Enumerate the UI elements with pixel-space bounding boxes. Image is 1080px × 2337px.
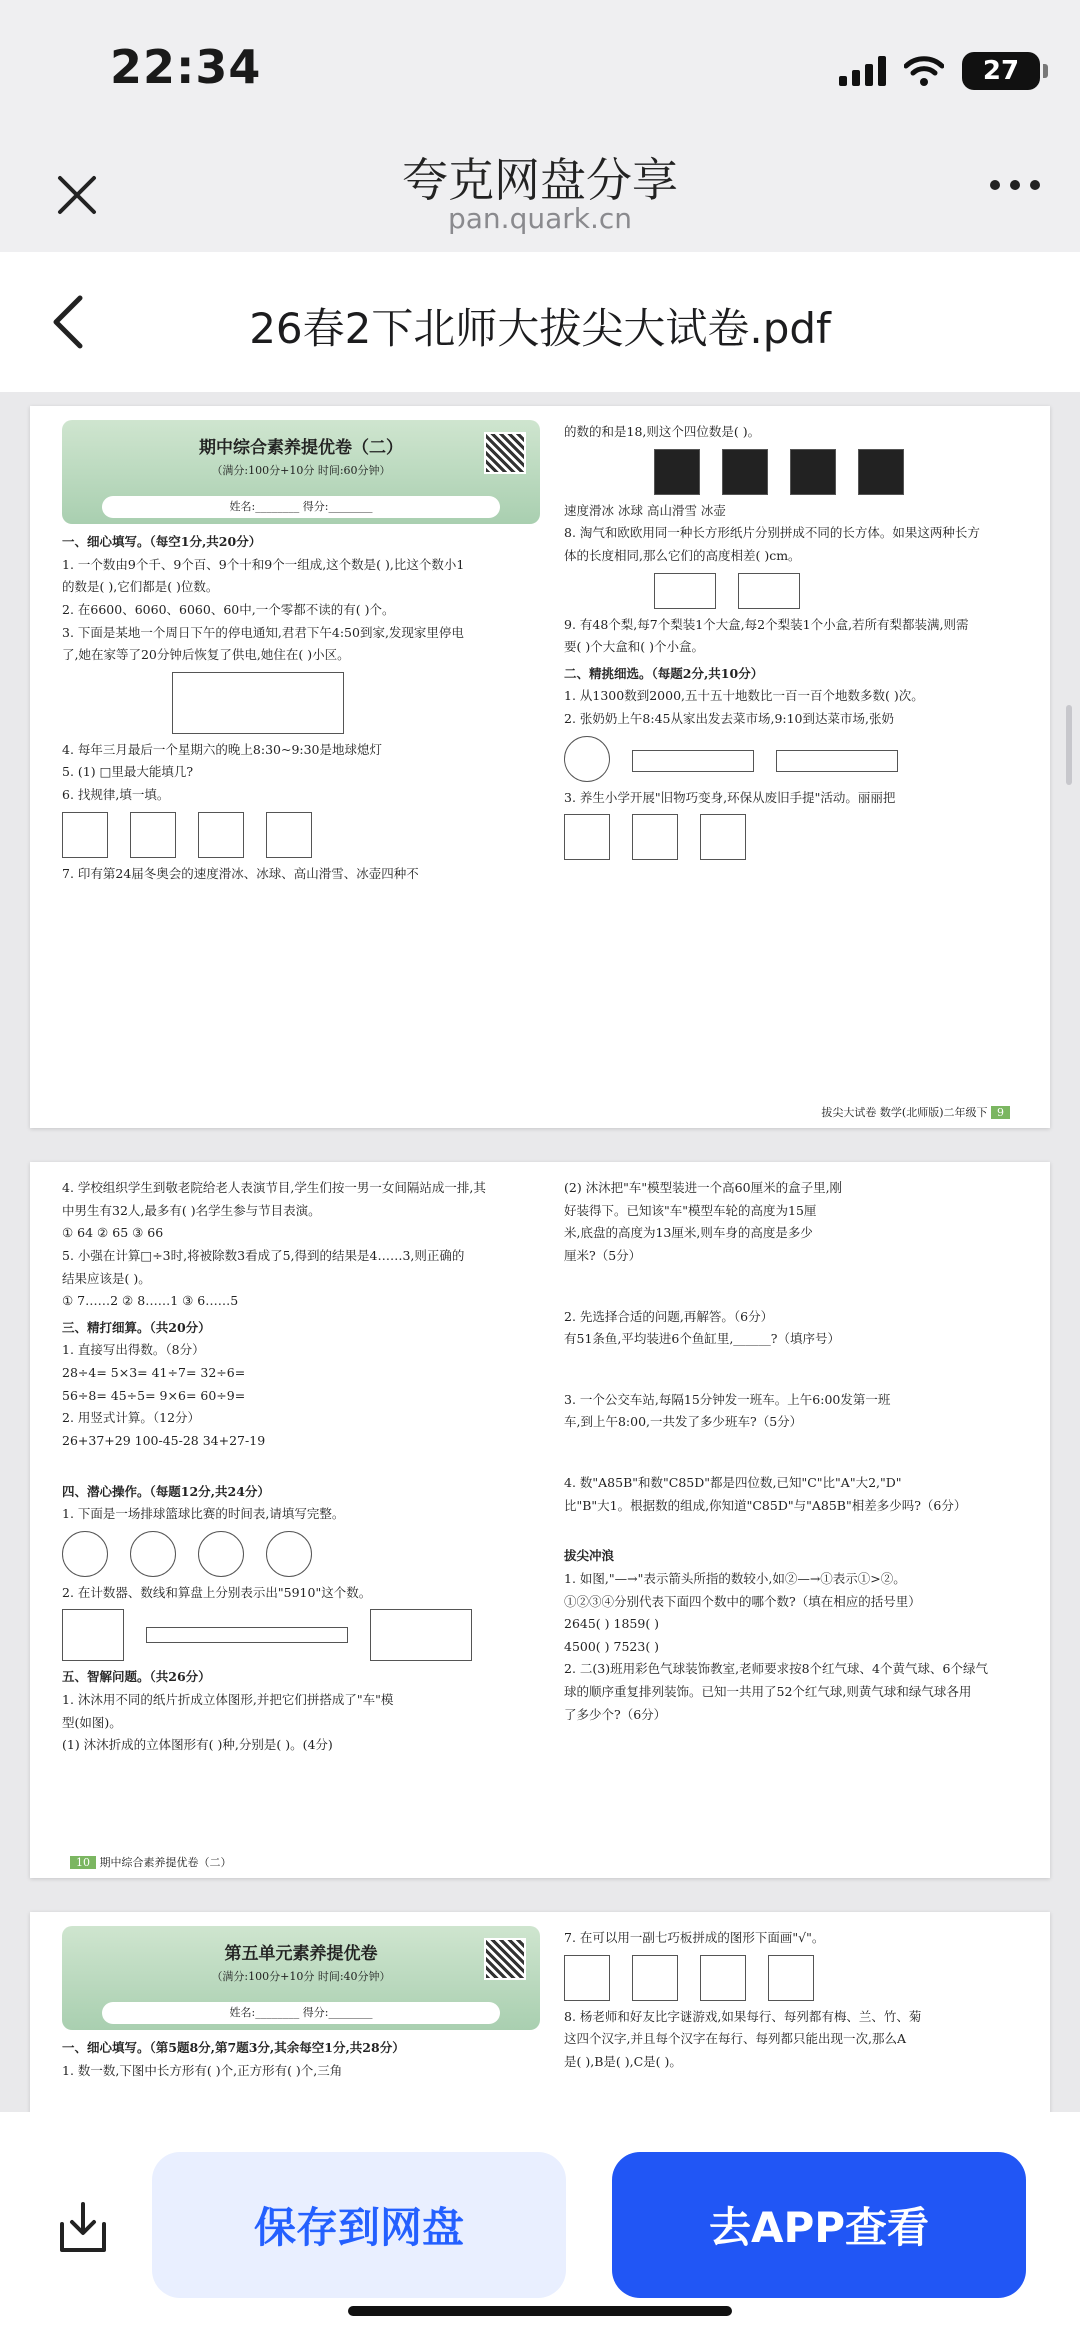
exam-title: 期中综合素养提优卷（二） bbox=[199, 438, 403, 458]
page-left-column bbox=[62, 1926, 540, 2083]
question-line: (1) 沐沐折成的立体图形有( )种,分别是( )。(4分) bbox=[62, 1737, 333, 1753]
footer-text: 期中综合素养提优卷（二） bbox=[99, 1856, 232, 1869]
question-line: 7. 印有第24届冬奥会的速度滑冰、冰球、高山滑雪、冰壶四种不 bbox=[62, 865, 419, 881]
page-number: 9 bbox=[991, 1106, 1010, 1119]
triangle-pattern-figure bbox=[62, 812, 540, 858]
question-line: 5. 小强在计算□÷3时,将被除数3看成了5,得到的结果是4……3,则正确的 bbox=[62, 1247, 465, 1263]
abacus-figure bbox=[62, 1609, 540, 1661]
scrollbar-thumb[interactable] bbox=[1066, 705, 1072, 785]
section-heading: 四、潜心操作。（每题12分,共24分） bbox=[62, 1483, 270, 1499]
pdf-page bbox=[30, 406, 1050, 1128]
question-line: 1. 如图,"—→"表示箭头所指的数较小,如②—→①表示①>②。 bbox=[564, 1570, 906, 1586]
exam-banner bbox=[62, 1926, 540, 2030]
section-heading: 二、精挑细选。（每题2分,共10分） bbox=[564, 665, 764, 681]
question-line: (2) 沐沐把"车"模型装进一个高60厘米的盒子里,刚 bbox=[564, 1180, 843, 1195]
exam-subtitle: （满分:100分+10分 时间:60分钟） bbox=[211, 464, 391, 477]
pdf-page bbox=[30, 1162, 1050, 1878]
page-footer bbox=[30, 1104, 1050, 1120]
question-line: 3. 下面是某地一个周日下午的停电通知,君君下午4:50到家,发现家里停电 bbox=[62, 624, 464, 640]
question-line: 要( )个大盒和( )个小盒。 bbox=[564, 639, 704, 655]
question-line: 这四个汉字,并且每个汉字在每行、每列都只能出现一次,那么A bbox=[564, 2031, 906, 2047]
question-line: 3. 一个公交车站,每隔15分钟发一班车。上午6:00发第一班 bbox=[564, 1391, 891, 1407]
status-time: 22:34 bbox=[110, 40, 262, 94]
save-to-drive-button[interactable]: 保存到网盘 bbox=[152, 2152, 566, 2298]
clock-schedule-figure bbox=[62, 1531, 540, 1577]
page-left-column bbox=[62, 1176, 540, 1758]
page-footer bbox=[30, 1854, 1050, 1870]
app-header bbox=[0, 140, 1080, 252]
question-line: 3. 养生小学开展"旧物巧变身,环保从废旧手提"活动。丽丽把 bbox=[564, 789, 896, 805]
tangram-figure bbox=[564, 1955, 1042, 2001]
question-line: 7. 在可以用一副七巧板拼成的图形下面画"√"。 bbox=[564, 1930, 825, 1945]
question-line: 了,她在家等了20分钟后恢复了供电,她住在( )小区。 bbox=[62, 647, 350, 663]
question-line: 的数的和是18,则这个四位数是( )。 bbox=[564, 424, 761, 439]
question-line: 8. 杨老师和好友比字谜游戏,如果每行、每列都有梅、兰、竹、菊 bbox=[564, 2008, 922, 2024]
bottom-action-bar bbox=[0, 2112, 1080, 2337]
signal-icon bbox=[839, 56, 886, 86]
question-line: 2. 先选择合适的问题,再解答。（6分） bbox=[564, 1308, 774, 1324]
qr-code-icon bbox=[484, 1938, 526, 1980]
page-number: 10 bbox=[70, 1856, 96, 1869]
exam-title: 第五单元素养提优卷 bbox=[224, 1944, 378, 1964]
question-line: 4. 学校组织学生到敬老院给老人表演节目,学生们按一男一女间隔站成一排,其 bbox=[62, 1180, 486, 1195]
question-line: 56÷8= 45÷5= 9×6= 60÷9= bbox=[62, 1387, 246, 1403]
question-line: 球的顺序重复排列装饰。已知一共用了52个红气球,则黄气球和绿气球各用 bbox=[564, 1684, 972, 1699]
question-line: 2. 张奶奶上午8:45从家出发去菜市场,9:10到达菜市场,张奶 bbox=[564, 711, 894, 726]
question-line: 2. 在6600、6060、6060、60中,一个零都不读的有( )个。 bbox=[62, 601, 395, 617]
question-line: 2645( ) 1859( ) bbox=[564, 1616, 660, 1632]
question-line: 是( ),B是( ),C是( )。 bbox=[564, 2053, 682, 2069]
box-net-figure bbox=[564, 814, 1042, 860]
pdf-viewer[interactable] bbox=[0, 392, 1080, 2112]
question-line: 8. 淘气和欧欧用同一种长方形纸片分别拼成不同的长方体。如果这两种长方 bbox=[564, 525, 980, 541]
question-line: 9. 有48个梨,每7个梨装1个大盒,每2个梨装1个小盒,若所有梨都装满,则需 bbox=[564, 616, 969, 632]
page-url: pan.quark.cn bbox=[447, 202, 633, 235]
file-name: 26春2下北师大拔尖大试卷.pdf bbox=[249, 304, 831, 353]
battery-level: 27 bbox=[982, 56, 1020, 86]
question-line: 1. 直接写出得数。（8分） bbox=[62, 1342, 205, 1358]
question-line: 5. (1) □里最大能填几? bbox=[62, 764, 194, 780]
exam-subtitle: （满分:100分+10分 时间:40分钟） bbox=[211, 1970, 391, 1983]
question-line: 1. 沐沐用不同的纸片折成立体图形,并把它们拼搭成了"车"模 bbox=[62, 1692, 394, 1707]
battery-icon bbox=[962, 52, 1040, 90]
more-icon[interactable] bbox=[990, 180, 1040, 190]
question-line: 的数是( ),它们都是( )位数。 bbox=[62, 579, 219, 595]
question-line: 6. 找规律,填一填。 bbox=[62, 787, 170, 802]
status-bar bbox=[0, 0, 1080, 140]
winter-sports-icons bbox=[654, 449, 1042, 495]
open-in-app-button[interactable]: 去APP查看 bbox=[612, 2152, 1026, 2298]
question-line: 2. 二(3)班用彩色气球装饰教室,老师要求按8个红气球、4个黄气球、6个绿气 bbox=[564, 1661, 988, 1677]
section-heading: 一、细心填写。（每空1分,共20分） bbox=[62, 534, 262, 549]
exam-banner bbox=[62, 420, 540, 524]
question-line: 1. 数一数,下图中长方形有( )个,正方形有( )个,三角 bbox=[62, 2062, 343, 2078]
question-line: 4. 每年三月最后一个星期六的晚上8:30~9:30是地球熄灯 bbox=[62, 741, 383, 757]
question-line: 1. 下面是一场排球篮球比赛的时间表,请填写完整。 bbox=[62, 1506, 345, 1522]
section-heading: 一、细心填写。（第5题8分,第7题3分,其余每空1分,共28分） bbox=[62, 2040, 405, 2055]
question-line: 结果应该是( )。 bbox=[62, 1270, 151, 1286]
exam-name-line: 姓名:________ 得分:________ bbox=[102, 2002, 500, 2024]
page-right-column bbox=[564, 1926, 1042, 2075]
file-bar bbox=[0, 252, 1080, 392]
page-left-column bbox=[62, 420, 540, 886]
question-line: ①②③④分别代表下面四个数中的哪个数?（填在相应的括号里） bbox=[564, 1593, 921, 1609]
page-title: 夸克网盘分享 bbox=[402, 153, 678, 207]
question-line: 1. 一个数由9个千、9个百、9个十和9个一组成,这个数是( ),比这个数小1 bbox=[62, 556, 465, 572]
qr-code-icon bbox=[484, 432, 526, 474]
clock-timeline-figure bbox=[564, 736, 1042, 782]
page-right-column bbox=[564, 420, 1042, 866]
question-line: 1. 从1300数到2000,五十五十地数比一百一百个地数多数( )次。 bbox=[564, 688, 924, 704]
question-line: ① 64 ② 65 ③ 66 bbox=[62, 1225, 164, 1241]
question-line: 米,底盘的高度为13厘米,则车身的高度是多少 bbox=[564, 1225, 813, 1241]
question-line: 中男生有32人,最多有( )名学生参与节目表演。 bbox=[62, 1202, 321, 1218]
pdf-page bbox=[30, 1912, 1050, 2112]
question-line: 2. 用竖式计算。（12分） bbox=[62, 1410, 201, 1426]
question-line: 速度滑冰 冰球 高山滑雪 冰壶 bbox=[564, 502, 726, 518]
question-line: 了多少个?（6分） bbox=[564, 1706, 667, 1722]
question-line: 有51条鱼,平均装进6个鱼缸里,______?（填序号） bbox=[564, 1331, 841, 1347]
question-line: 体的长度相同,那么它们的高度相差( )cm。 bbox=[564, 547, 801, 563]
question-line: 26+37+29 100-45-28 34+27-19 bbox=[62, 1432, 266, 1448]
section-heading: 拔尖冲浪 bbox=[564, 1548, 615, 1564]
section-heading: 三、精打细算。（共20分） bbox=[62, 1319, 211, 1335]
cuboid-figure bbox=[654, 573, 1042, 609]
question-line: 型(如图)。 bbox=[62, 1714, 122, 1730]
question-line: 28÷4= 5×3= 41÷7= 32÷6= bbox=[62, 1365, 246, 1380]
home-indicator[interactable] bbox=[348, 2306, 732, 2316]
question-line: 2. 在计数器、数线和算盘上分别表示出"5910"这个数。 bbox=[62, 1584, 372, 1600]
question-line: 4500( ) 7523( ) bbox=[564, 1638, 660, 1654]
wifi-icon bbox=[904, 55, 944, 87]
question-line: 比"B"大1。根据数的组成,你知道"C85D"与"A85B"相差多少吗?（6分） bbox=[564, 1497, 967, 1513]
section-heading: 五、智解问题。（共26分） bbox=[62, 1669, 211, 1685]
exam-name-line: 姓名:________ 得分:________ bbox=[102, 496, 500, 518]
question-line: ① 7……2 ② 8……1 ③ 6……5 bbox=[62, 1293, 239, 1309]
download-icon[interactable] bbox=[56, 2200, 110, 2256]
question-line: 车,到上午8:00,一共发了多少班车?（5分） bbox=[564, 1414, 803, 1430]
notice-box-figure bbox=[62, 672, 540, 734]
page-right-column bbox=[564, 1176, 1042, 1727]
question-line: 好装得下。已知该"车"模型车轮的高度为15厘 bbox=[564, 1202, 817, 1218]
question-line: 4. 数"A85B"和数"C85D"都是四位数,已知"C"比"A"大2,"D" bbox=[564, 1475, 902, 1490]
status-icons bbox=[839, 52, 1040, 90]
footer-text: 拔尖大试卷 数学(北师版)二年级下 bbox=[821, 1106, 988, 1119]
question-line: 厘米?（5分） bbox=[564, 1247, 642, 1263]
